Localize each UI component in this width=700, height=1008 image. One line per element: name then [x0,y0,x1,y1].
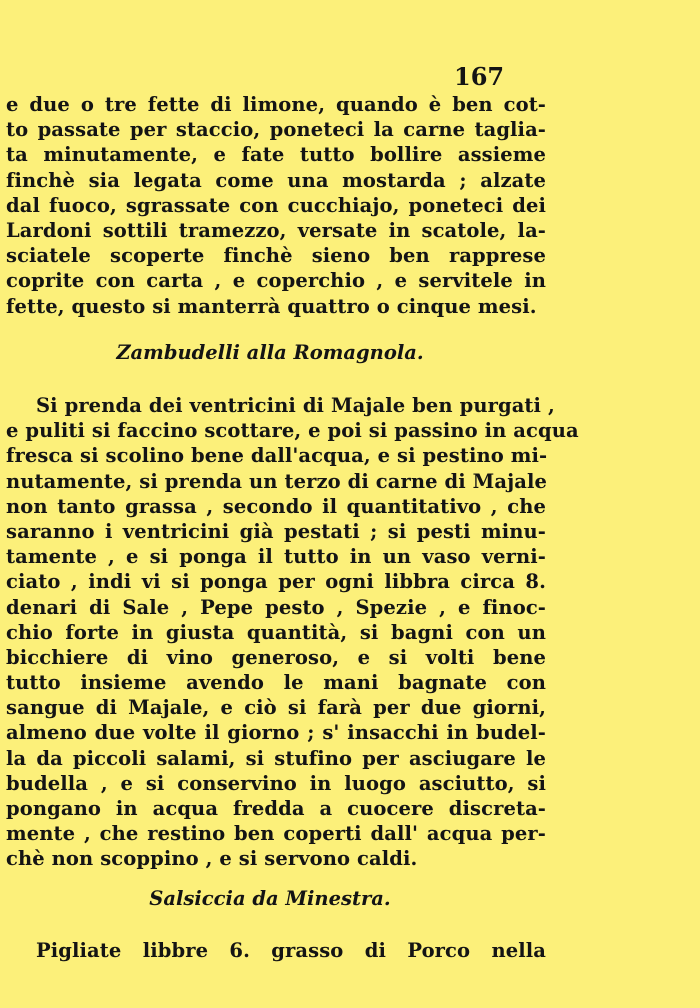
paragraph-line: sangue di Majale, e ciò si farà per due giorni, [6,696,546,720]
paragraph-1 [6,92,546,319]
paragraph-line: fresca si scolino bene dall'acqua, e si pestino mi- [6,444,548,468]
paragraph-line: finchè sia legata come una mostarda ; alzate [6,168,546,192]
paragraph-line: mente , che restino ben coperti dall' acqua per- [6,822,546,846]
paragraph-line: dal fuoco, sgrassate con cucchiajo, poneteci dei [6,193,546,217]
paragraph-line: Lardoni sottili tramezzo, versate in scatole, la- [6,218,546,242]
paragraph-line: e due o tre fette di limone, quando è ben cot- [6,93,546,116]
paragraph-2 [6,393,579,872]
paragraph-line: non tanto grassa , secondo il quantitativo , che [6,494,546,518]
paragraph-line: ciato , indi vi si ponga per ogni libbra circa 8. [6,570,546,594]
paragraph-line: budella , e si conservino in luogo asciutto, si [6,771,546,795]
paragraph-line: la da piccoli salami, si stufino per asciugare le [6,746,546,770]
paragraph-line: fette, questo si manterrà quattro o cinque mesi. [6,294,537,318]
paragraph-line: bicchiere di vino generoso, e si volti bene [6,645,546,669]
paragraph-line: tutto insieme avendo le mani bagnate con [6,671,546,695]
paragraph-line: to passate per staccio, poneteci la carne taglia- [6,118,546,142]
paragraph-line: pongano in acqua fredda a cuocere discreta- [6,797,546,820]
paragraph-line: tamente , e si ponga il tutto in un vaso verni- [6,545,546,569]
paragraph-line: Pigliate libbre 6. grasso di Porco nella [36,939,546,962]
paragraph-3 [6,938,546,963]
paragraph-line: nutamente, si prenda un terzo di carne di Majale [6,469,547,493]
paragraph-line: almeno due volte il giorno ; s' insacchi in budel- [6,721,546,745]
paragraph-line: ta minutamente, e fate tutto bollire assieme [6,143,546,167]
paragraph-line: sciatele scoperte finchè sieno ben rapprese [6,244,546,268]
paragraph-line: Si prenda dei ventricini di Majale ben purgati , [36,394,555,417]
paragraph-line: saranno i ventricini già pestati ; si pesti minu- [6,519,546,543]
paragraph-line: denari di Sale , Pepe pesto , Spezie , e finoc- [6,595,546,619]
paragraph-line: e puliti si faccino scottare, e poi si passino in acqua [6,419,579,443]
paragraph-line: coprite con carta , e coperchio , e servitele in [6,269,546,293]
paragraph-line: chè non scoppino , e si servono caldi. [6,847,418,871]
recipe-heading: Zambudelli alla Romagnola. [116,341,424,364]
page-number: 167 [454,62,505,91]
recipe-heading: Salsiccia da Minestra. [149,887,391,910]
paragraph-line: chio forte in giusta quantità, si bagni con un [6,620,546,644]
